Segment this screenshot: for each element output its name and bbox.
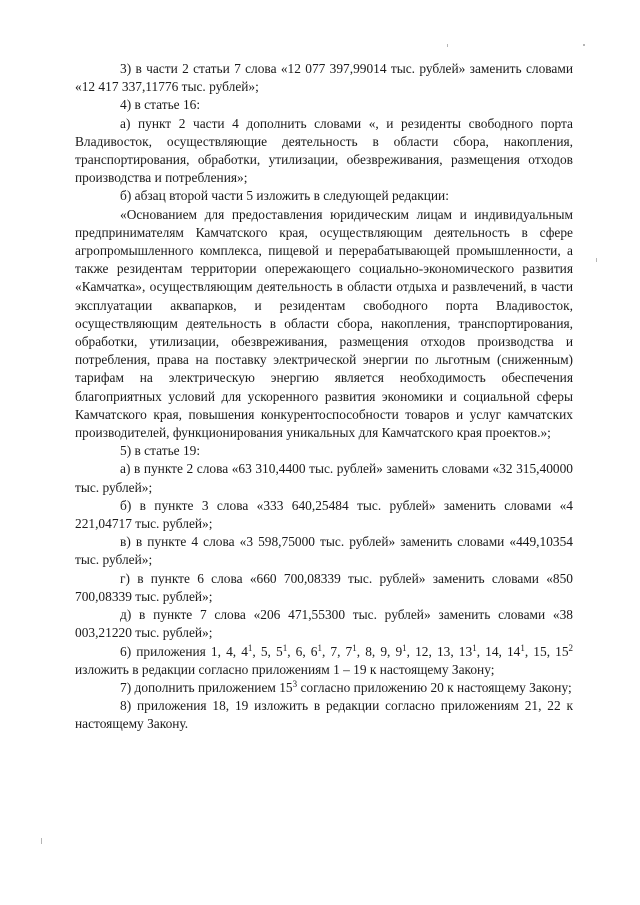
scan-mark [41,838,42,844]
paragraph-item-3: 3) в части 2 статьи 7 слова «12 077 397,99014 тыс. рублей» заменить словами «12 417 337,11776 тыс. рублей»; [75,61,573,95]
paragraph-item-5c: в) в пункте 4 слова «3 598,75000 тыс. рублей» заменить словами «449,10354 тыс. рублей»; [75,534,573,568]
paragraph-item-5a: а) в пункте 2 слова «63 310,4400 тыс. рублей» заменить словами «32 315,40000 тыс. рублей»; [75,461,573,495]
paragraph-item-5b: б) в пункте 3 слова «333 640,25484 тыс. рублей» заменить словами «4 221,04717 тыс. рублей»; [75,497,573,532]
paragraph-item-5d: г) в пункте 6 слова «660 700,08339 тыс. рублей» заменить словами «850 700,08339 тыс. рублей»; [75,570,573,604]
paragraph-item-5e: д) в пункте 7 слова «206 471,55300 тыс. рублей» заменить словами «38 003,21220 тыс. рублей»; [75,607,573,641]
paragraph-item-4a: а) пункт 2 части 4 дополнить словами «, и резиденты свободного порта Владивосток, осуществляющие деятельность в области сбора, накопления, транспортирования, обработки, утилизации, обезвреживания, размещения отходов производства и потребления»; [75,115,573,186]
scan-mark [447,44,448,47]
document-body [75,60,573,734]
scan-mark [596,258,597,262]
paragraph-item-7: 7) дополнить приложением $15^3$ согласно приложению 20 к настоящему Закону; [120,678,572,695]
paragraph-item-6: 6) приложения 1, 4, $4^1$, 5, $5^1$, 6, $6^1$, 7, $7^1$, 8, 9, $9^1$, 12, 13, $13^1$, 14, $14^1$, 15, $15^2$ изложить в редакции согласно приложениям 1 – 19 к настоящему Закону; [75,642,574,677]
paragraph-item-8: 8) приложения 18, 19 изложить в редакции согласно приложениям 21, 22 к настоящему Закону. [75,698,573,732]
paragraph-item-4: 4) в статье 16: [120,97,201,113]
paragraph-item-4b: б) абзац второй части 5 изложить в следующей редакции: [120,188,449,204]
scan-mark [583,44,585,46]
quoted-new-text: «Основанием для предоставления юридическим лицам и индивидуальным предпринимателям Камчатского края, осуществляющим деятельность в сфере агропромышленного комплекса, пищевой и перерабатывающей промышленности, а также резидентам территории опережающего социально-экономического развития «Камчатка», осуществляющим деятельность в области отдыха и развлечений, в части эксплуатации аквапарков, и резидентам свободного порта Владивосток, осуществляющим деятельность в области сбора, накопления, транспортирования, обработки, утилизации, обезвреживания, размещения отходов производства и потребления, права на поставку электрической энергии по льготным (сниженным) тарифам на электрическую энергию является необходимость обеспечения благоприятных условий для ускоренного развития экономики и социальной сферы Камчатского края, повышения конкурентоспособности товаров и услуг камчатских производителей, функционирования уникальных для Камчатского края проектов.»; [75,206,573,441]
paragraph-item-5: 5) в статье 19: [120,443,201,459]
